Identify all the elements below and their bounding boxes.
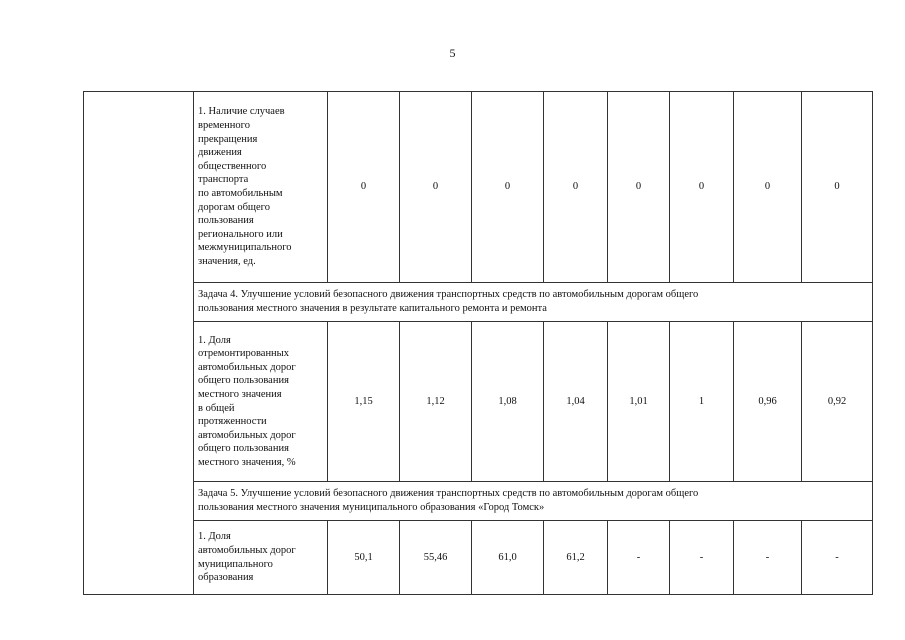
page-number: 5 xyxy=(449,46,456,60)
indicator-label-line: 1. Доля xyxy=(198,531,231,543)
indicator-label-line: общественного xyxy=(198,160,267,172)
indicator-label-line: пользования xyxy=(198,215,254,227)
table-row-task-4 xyxy=(84,283,873,322)
indicator-2-value-5: 1,01 xyxy=(608,322,670,482)
indicator-label-line: автомобильных дорог xyxy=(198,361,296,373)
indicator-1-value-6: 0 xyxy=(670,92,734,283)
indicator-1-value-2: 0 xyxy=(400,92,472,283)
indicator-label-line: 1. Наличие случаев xyxy=(198,106,285,118)
indicator-3-value-1: 50,1 xyxy=(328,521,400,595)
indicator-label-line: местного значения xyxy=(198,388,282,400)
indicator-label-line: движения xyxy=(198,147,242,159)
indicator-label-line: протяженности xyxy=(198,416,267,428)
indicator-label-line: местного значения, % xyxy=(198,456,296,468)
indicator-label-line: образования xyxy=(198,572,254,584)
task-text-line: пользования местного значения в результате капитального ремонта и ремонта xyxy=(198,303,547,314)
indicator-label-line: значения, ед. xyxy=(198,255,256,267)
task-text-line: Задача 4. Улучшение условий безопасного движения транспортных средств по автомобильным дорогам общего xyxy=(198,289,699,301)
indicator-label-line: транспорта xyxy=(198,174,249,186)
indicator-2-value-6: 1 xyxy=(670,322,734,482)
indicator-1-value-8: 0 xyxy=(802,92,873,283)
task-5-description xyxy=(194,482,873,521)
indicator-label-line: общего пользования xyxy=(198,375,289,387)
table-row-indicator-3 xyxy=(84,521,873,595)
indicator-2-value-4: 1,04 xyxy=(544,322,608,482)
indicator-1-label xyxy=(194,92,328,283)
indicator-1-value-7: 0 xyxy=(734,92,802,283)
indicator-3-label xyxy=(194,521,328,595)
table-row-indicator-2 xyxy=(84,322,873,482)
indicator-2-value-2: 1,12 xyxy=(400,322,472,482)
indicator-3-value-5: - xyxy=(608,521,670,595)
indicator-label-line: регионального или xyxy=(198,228,283,240)
indicator-2-value-1: 1,15 xyxy=(328,322,400,482)
indicator-3-value-2: 55,46 xyxy=(400,521,472,595)
indicator-3-value-6: - xyxy=(670,521,734,595)
indicator-1-value-1: 0 xyxy=(328,92,400,283)
indicator-label-line: по автомобильным xyxy=(198,188,283,199)
indicator-label-line: в общей xyxy=(198,402,235,414)
task-4-description xyxy=(194,283,873,322)
indicator-label-line: межмуниципального xyxy=(198,242,292,254)
indicator-3-value-4: 61,2 xyxy=(544,521,608,595)
indicator-3-value-7: - xyxy=(734,521,802,595)
indicator-label-line: временного xyxy=(198,120,250,132)
table-row-task-5 xyxy=(84,482,873,521)
indicator-3-value-3: 61,0 xyxy=(472,521,544,595)
indicator-2-label xyxy=(194,322,328,482)
indicator-label-line: отремонтированных xyxy=(198,348,289,360)
indicator-label-line: прекращения xyxy=(198,133,258,145)
table-cell-empty-first-column xyxy=(84,92,194,595)
indicator-label-line: автомобильных дорог xyxy=(198,429,296,441)
indicator-label-line: автомобильных дорог xyxy=(198,544,296,556)
table-row-indicator-1 xyxy=(84,92,873,283)
task-text-line: Задача 5. Улучшение условий безопасного движения транспортных средств по автомобильным дорогам общего xyxy=(198,488,699,500)
indicator-label-line: муниципального xyxy=(198,558,273,570)
indicator-1-value-3: 0 xyxy=(472,92,544,283)
indicator-label-line: общего пользования xyxy=(198,443,289,455)
indicator-label-line: дорогам общего xyxy=(198,201,270,213)
indicator-2-value-8: 0,92 xyxy=(802,322,873,482)
indicator-2-value-7: 0,96 xyxy=(734,322,802,482)
indicator-label-line: 1. Доля xyxy=(198,334,231,346)
task-text-line: пользования местного значения муниципального образования «Город Томск» xyxy=(198,502,545,513)
indicator-1-value-5: 0 xyxy=(608,92,670,283)
indicator-2-value-3: 1,08 xyxy=(472,322,544,482)
indicator-3-value-8: - xyxy=(802,521,873,595)
indicator-1-value-4: 0 xyxy=(544,92,608,283)
indicators-table xyxy=(83,91,873,595)
